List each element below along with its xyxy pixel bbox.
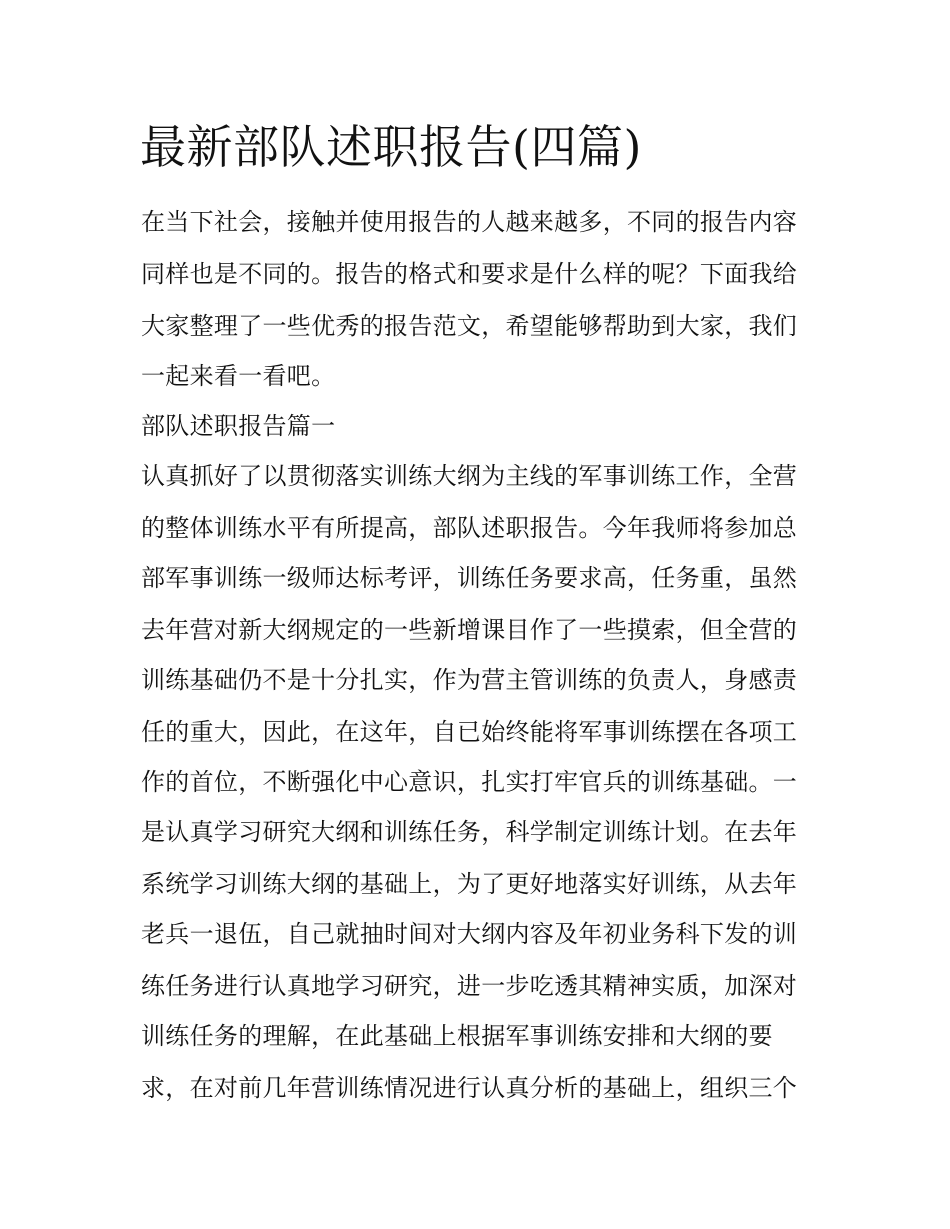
body-line-1: 认真抓好了以贯彻落实训练大纲为主线的军事训练工作，全营	[141, 462, 798, 490]
body-line-12: 训练任务的理解，在此基础上根据军事训练安排和大纲的要	[141, 1022, 773, 1050]
body-line-6: 任的重大，因此，在这年，自已始终能将军事训练摆在各项工	[141, 718, 798, 746]
body-line-2: 的整体训练水平有所提高，部队述职报告。今年我师将参加总	[141, 514, 798, 542]
body-line-4: 去年营对新大纲规定的一些新增课目作了一些摸索，但全营的	[141, 616, 798, 644]
body-line-11: 练任务进行认真地学习研究，进一步吃透其精神实质，加深对	[141, 972, 798, 1000]
intro-line-1: 在当下社会，接触并使用报告的人越来越多，不同的报告内容	[141, 208, 798, 236]
intro-line-3: 大家整理了一些优秀的报告范文，希望能够帮助到大家，我们	[141, 312, 798, 340]
intro-line-4: 一起来看一看吧。	[141, 362, 336, 390]
section-heading: 部队述职报告篇一	[141, 412, 336, 440]
body-line-3: 部军事训练一级师达标考评，训练任务要求高，任务重，虽然	[141, 564, 798, 592]
body-line-7: 作的首位，不断强化中心意识，扎实打牢官兵的训练基础。一	[141, 768, 798, 796]
body-line-10: 老兵一退伍，自己就抽时间对大纲内容及年初业务科下发的训	[141, 920, 798, 948]
intro-line-2: 同样也是不同的。报告的格式和要求是什么样的呢？下面我给	[141, 260, 798, 288]
document-title: 最新部队述职报告(四篇)	[140, 120, 642, 174]
body-line-8: 是认真学习研究大纲和训练任务，科学制定训练计划。在去年	[141, 818, 798, 846]
body-line-5: 训练基础仍不是十分扎实，作为营主管训练的负责人，身感责	[141, 666, 798, 694]
body-line-9: 系统学习训练大纲的基础上，为了更好地落实好训练，从去年	[141, 870, 798, 898]
body-line-13: 求，在对前几年营训练情况进行认真分析的基础上，组织三个	[141, 1074, 798, 1102]
